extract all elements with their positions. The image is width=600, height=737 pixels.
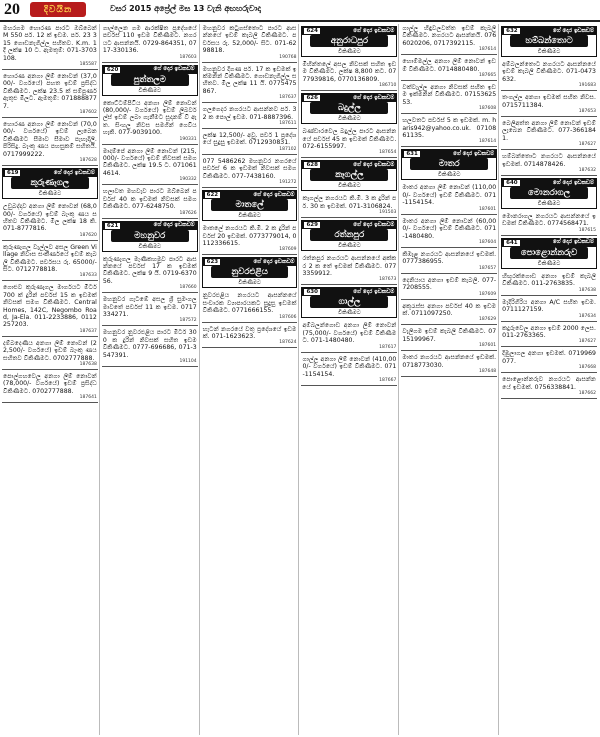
classified-ad: හලාවත මහවැව පාරට ඔබ්බෙන් පර්චස් 40 ක ඉඩමක් නිවසක් සමග විකිණීමට. 077-6248750. 187626 [102,187,198,218]
classified-ad: ගාල්ල හිඳුවලවත්ත ඉඩම් කැබලි විකිණීමට. නගරයට ආසන්නයි. 0766020206, 0717392115. 187614 [401,24,497,55]
section-header: 622 ගේ දොර ඉඩකඩම් මාතලේ විකිණීමට [202,190,298,221]
classified-ad: තංගල්ල අනගා ඉඩමක් සහිත නිවස. 0715711384. 187653 [501,93,597,117]
classified-ad: රත්නපුර නගරයට ආසන්නයේ අක්කර 2 ක තේ ඉඩමක් විකිණීමට. 0773359912. 187673 [301,254,397,285]
classified-ad: මහනුවර නුවරඑළිය පාරට මීටර් 300 ක දුරින් නිවසක් සහිත ඉඩම විකිණීමට. 0777-696686, 071-3547391. 191104 [102,328,198,367]
section-header: 621 ගේ දොර ඉඩකඩම් මහනුවර විකිණීමට [102,221,198,252]
classified-ad: ගාල්ලෙන ගම ආරක්ෂිත ප්‍රදේශයේ පර්චස් 110 ඉඩම විකිණීමට. නගරයට ආසන්නයි. 0729-864351, 0717-330136. 187603 [102,24,198,63]
section-header: 631 ගේ දොර ඉඩකඩම් මාතර විකිණීමට [401,149,497,180]
classified-ad: මහනුවර ගැටඹේ අසල ශ්‍රී සුමංගල මාවතේ පර්චස් 11 ක ඉඩම. 0717334271. 187572 [102,295,198,326]
classified-ad: කෑගල්ල නගරයට කි.මී. 3 ක දුරින් පර්. 30 ක ඉඩමක්. 071-3106824. 191503 [301,194,397,218]
classified-ad: මාතලේ නගරයට කි.මී. 2 ක දුරින් පර්චස් 20 ඉඩමක්. 0773779014, 0112336615. 187609 [202,224,298,255]
page-number: 20 [4,1,20,18]
classified-ad: මාතර නගරයට ආසන්නයේ ඉඩමක්. 0718773030. 187648 [401,353,497,377]
classified-ad: හිඟුරක්ගොඩ අනගා ඉඩම් කැබලි විකිණීමට. 011-2763835. 187638 [501,272,597,296]
classified-ad: හොම්මල්ල අනගා ලිම් නොවන් ඉඩම් විකිණීමට. 0714880480. 187665 [401,57,497,81]
classified-ad: 077 5486262 මහනුවර නගරයේ පර්චස් 6 ක ඉඩමක් නිවසක් සමග විකිණීමට. 077-7438160. 191272 [202,157,298,188]
classified-ad: හැටන් නගරයේ වතු ප්‍රදේශයේ ඉඩමක්. 071-1623623. 187624 [202,325,298,349]
classified-ad: කදුරුවෙල අනගා ඉඩම් 2000 ලෙස. 011-2763365. 187627 [501,324,597,348]
classified-ad: ගාල්ල අනගා ලිම් නොවන් (410,000/- වර්ගයේ) ඉඩම් විකිණීමට. 071-1154154. 187667 [301,355,397,386]
classified-ad: කුරුණෑගල මැණිකහමුව පාරට ආසන්නයේ පර්චස් 17 ක ඉඩමක් විකිණීමට. ලක්ෂ 9 යි. 0719-637056. 187660 [102,255,198,294]
section-header: 619 ගේ දොර ඉඩකඩම් කුරුණෑගල විකිණීමට [2,168,98,199]
classified-ad: අම්බලන්තොට නගරයට ආසන්නයේ ඉඩම් කැබලි විකිණීමට. 071-0473632. 191683 [501,60,597,91]
column-2 [102,24,200,735]
classified-ad: හොරණ අනගා ලිම් නොවන් (70,000/- වර්ගයේ) ඉඩම් ලැබෙන විකිණීමට සීමාව සීමාව පැහැදිලි. පිරිසිදු. බැංකු ණය පහසුකම් සහිතයි. 0717999222. 187628 [2,120,98,166]
classified-ad: පොළොන්නරුව නගරයට ආසන්නයේ ඉඩමක්. 0756338841. 187662 [501,375,597,399]
classified-ad: අම්බලන්ගොඩ අනගා ලිම් නොවන් (75,000/- වර්ගයේ) ඉඩම් විකිණීමට. 071-1480480. 187617 [301,321,397,352]
classified-ad: මිහින්තලේ අසල නිවසක් සහිත ඉඩම විකිණීමට. ලක්ෂ 8,800 කට. 0777939816, 0770136809. 186710 [301,60,397,91]
column-3 [202,24,300,735]
section-header: 628 ගේ දොර ඉඩකඩම් කෑගල්ල විකිණීමට [301,160,397,191]
column-4 [301,24,399,735]
classified-ad: නුවරඑළිය නගරයට ආසන්නයේ සංචාරක ව්‍යාපාරයකට සුදුසු ඉඩමක් විකිණීමට. 0771666155. 187606 [202,291,298,322]
dateline: වසර 2015 අප්‍රේල් මස 13 වැනි අඟහරුවාදා [110,4,261,13]
classified-ad: මාදම්පේ අනගා ලිම් නොවන් (215,000/- වර්ගයේ) ඉඩම් නිවසක් සමග විකිණීමට. ලක්ෂ 19.5 ට. 0710614614. 190332 [102,147,198,186]
classified-ad: කුරුණෑගල වැල්ලව අසල Green Village නිවාස සංකීර්ණයේ ඉඩම් කැබලි විකිණීමට. පර්චසය රු. 65000/- සිට. 0712778818. 187633 [2,243,98,282]
classified-columns [2,24,598,735]
classified-ad: මැදිරිගිරිය අනගා A/C සහිත ඉඩම. 0711127159. 187634 [501,298,597,322]
section-header: 641 ගේ දොර ඉඩකඩම් පොළොන්නරුව විකිණීමට [501,238,597,269]
classified-ad: අකුරැස්ස අනගා පර්චස් 40 ක ඉඩමක්. 0711097250. 187629 [401,302,497,326]
section-header: 626 ගේ දොර ඉඩකඩම් බදුල්ල විකිණීමට [301,93,397,124]
classified-ad: දෙනියාය අනගා ඉඩම් කැබලි. 077-7208555. 187609 [401,276,497,300]
column-6 [501,24,598,735]
masthead [0,0,600,22]
classified-ad: මාතර අනගා ලිම් නොවන් (60,000/- වර්ගයේ) ඉඩම් විකිණීමට. 071-1480480. 187604 [401,217,497,248]
section-header: 620 ගේ දොර ඉඩකඩම් පුත්තලම විකිණීමට [102,65,198,96]
classified-ad: ගොළුව කුරුණෑගල මාර්ගයට මීටර් 700 ක් දුරින් පර්චස් 15 ක ඉඩමක් නිවසක් සමග විකිණීමට. Central Homes, 142C, Negombo Road, Ja-Ela. 011-2233886, 0112257203. 187637 [2,283,98,336]
classified-ad: වක්වැල්ල අනගා නිවසක් සහිත ඉඩම ඉක්මනින් විකිණීමට. 0715362553. 187608 [401,83,497,114]
classified-ad: මහනුවර කටුගස්තොට පාරට ආසන්නයේ ඉඩම් කැබලි විකිණීමට. පර්චසය රු. 52,000/- සිට. 071-6298818. 190768 [202,24,298,63]
classified-ad: උඩුබද්දාව අනගා ලිම් නොවන් (68,000/- වර්ගයේ) ඉඩම් බැංකු ණය සහිතව විකිණීමට. මිල ලක්ෂ 18 කි. 071-8777816. 187620 [2,202,98,241]
classified-ad: කොට්ටම්පිටිය අනගා ලිම් නොවන් (80,000/- වර්ගයේ) ඉඩම් ලිබර්වල්ස් ඉඩම් ලබා ගැනීමට සූදානම් වී ඇත. සිංහල නිවස සමගින් ගෙවිය හැකි. 077-9039100. 190331 [102,99,198,145]
section-header: 640 ගේ දොර ඉඩකඩම් මොනරාගල විකිණීමට [501,178,597,209]
classified-ad: මොනරාගල නගරයට ආසන්නයේ ඉඩමක් විකිණීමට. 0774568471. 187615 [501,212,597,236]
section-header: 630 ගේ දොර ඉඩකඩම් ගාල්ල විකිණීමට [301,287,397,318]
classified-ad: හලවතට පර්චස් 5 ක ඉඩමක්. m. haris942@yahoo.co.uk. 0710861135. 187614 [401,116,497,147]
classified-ad: මහනුවර දිගණ පර්. 17 ක ඉඩමක් ඉක්මනින් විකිණීමට. ගොඩනැගිල්ල සහිතව. මිල ලක්ෂ 11 යි. 0775475867. 187637 [202,65,298,104]
section-header: 623 ගේ දොර ඉඩකඩම් නුවරඑළිය විකිණීමට [202,257,298,288]
classified-ad: මහරගම හොරණ පාරට ඔබ්බෙන් M 550 පර්. 12 ක් ඉඩම. පර්. 23 315 ගොඩනැගිල්ල සහිතව. K.m. 1 දී ලක්ෂ 10 ට. ඇමතුම්: 071-3703108. 185587 [2,24,98,70]
classified-ad: හම්බන්තොට නගරයට ආසන්නයේ ඉඩමක්. 0714878426. 187632 [501,152,597,176]
classified-ad: දම්බදෙණිය අනගා ලිම් නොවන් (22,500/- වර්ගයේ) ඉඩම් බැංකු ණය සහිතව විකිණීමට. 0702777888. 187638 [2,339,98,370]
newspaper-logo: දිවයින [30,2,86,17]
classified-ad: වැලිගම ඉඩම් කැබලි විකිණීමට. 0715199967. 187601 [401,327,497,351]
classified-ad: පොල්ගහවෙල අනගා ලිම් නොවන් (78,000/- වර්ගයේ) ඉඩම් ප්‍රසිද්ධ විකිණීමට. 0702777888. 187641 [2,372,98,403]
column-5 [401,24,499,735]
column-1 [2,24,100,735]
classified-ad: බණ්ඩාරවෙල බදුල්ල පාරට ආසන්නයේ පර්චස් 45 ක ඉඩමක් විකිණීමට. 072-6155997. 187654 [301,127,397,158]
classified-ad: හොරණ අනගා ලිම් නොවන් (37,000/- වර්ගයේ) පහත ඉඩම් ප්‍රසිද්ධ විකිණීමට. ලක්ෂ 23.5 ක් සම්පූර්ණ ඇතුළු මිලට. ඇමතුම්: 0718888777. 187602 [2,72,98,118]
section-header: 629 ගේ දොර ඉඩකඩම් රත්නපුර විකිණීමට [301,220,397,251]
classified-ad: ගලගෙදර නගරයට ආසන්නව පර්. 32 ක පොල් ඉඩම. 071-8887396. 187611 [202,105,298,129]
classified-ad: කිඹෑළ නගරයට ආසන්නයේ ඉඩමක්. 0777386955. 187657 [401,250,497,274]
classified-ad: මාතර අනගා ලිම් නොවන් (110,000/- වර්ගයේ) ඉඩම් විකිණීමට. 071-1154154. 187601 [401,183,497,214]
section-header: 632 ගේ දොර ඉඩකඩම් හම්බන්තොට විකිණීමට [501,26,597,57]
section-header: 624 ගේ දොර ඉඩකඩම් අනුරාධපුර විකිණීමට [301,26,397,57]
classified-ad: දිඹුලාගල අනගා ඉඩමක්. 0719969077. 187668 [501,349,597,373]
classified-ad: බෙලිඅත්ත අනගා ලිම් නොවන් ඉඩම් ලැබෙන විකිණීමට. 077-3661841. 187627 [501,119,597,150]
classified-ad: ලක්ෂ 12,500/- අවු. පර්ච 1 ප්‍රදේශයේ සුදුසු ඉඩමක්. 0712930831. 187102 [202,131,298,155]
